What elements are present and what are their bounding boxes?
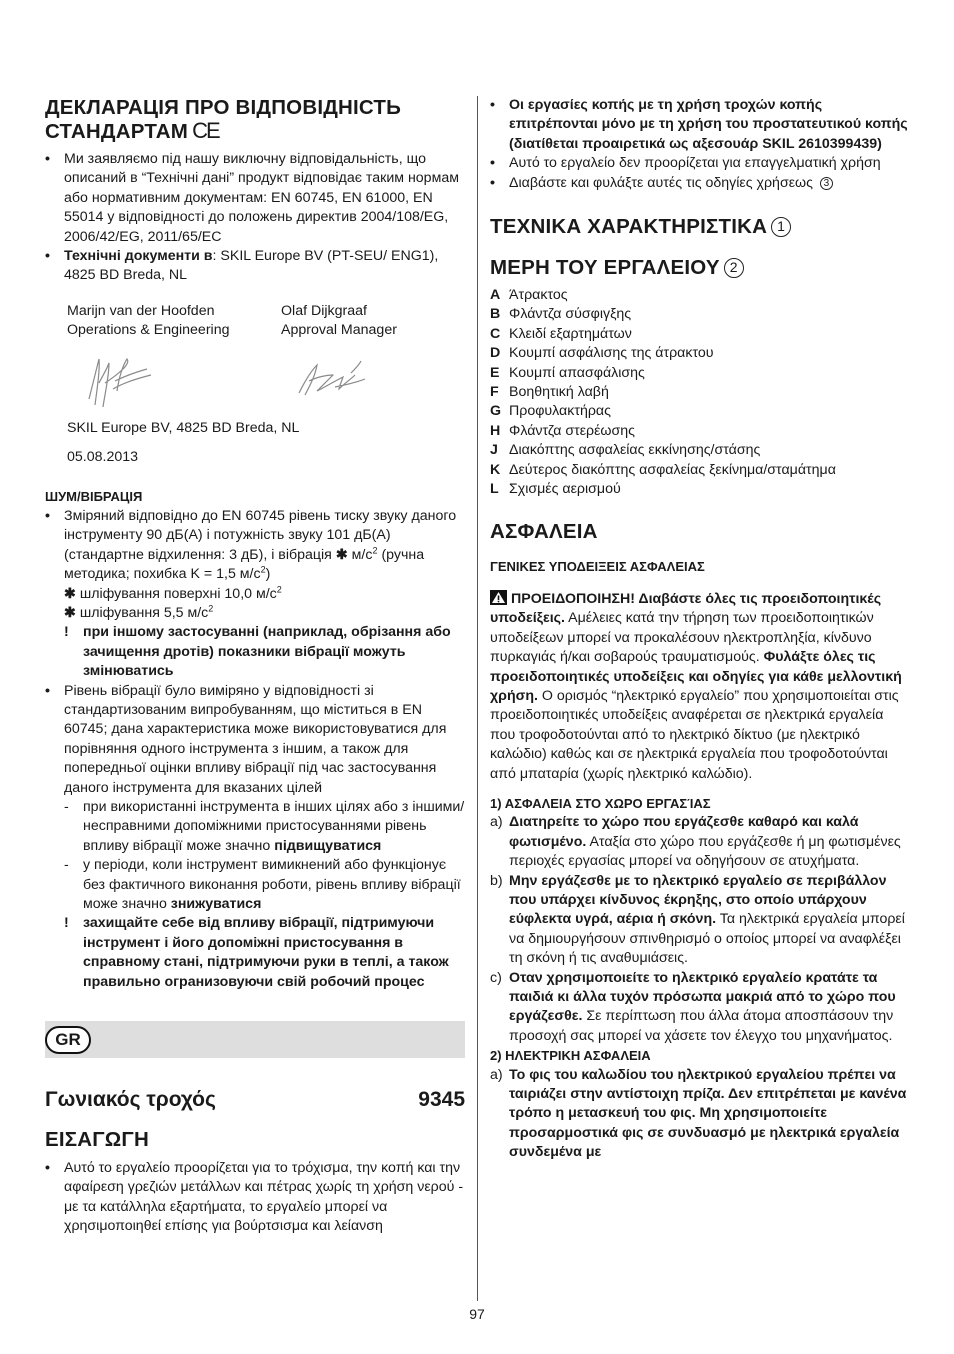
product-header: [45, 1088, 465, 1112]
figure-ref-badge: 2: [724, 258, 744, 278]
part-label: Φλάντζα στερέωσης: [509, 422, 635, 439]
part-key: F: [490, 384, 499, 401]
language-band: [45, 1021, 465, 1058]
part-label: Σχισμές αερισμού: [509, 481, 621, 498]
part-key: E: [490, 364, 500, 381]
part-label: Φλάντζα σύσφιγξης: [509, 306, 632, 323]
part-item: [490, 344, 910, 363]
part-label: Προφυλακτήρας: [509, 403, 611, 420]
work-area-item-a: a) Διατηρείτε το χώρο που εργάζεσθε καθαρό και καλά φωτισμένο. Αταξία στο χώρο που εργάζεσθε ή μη φωτισμένες περιοχές εργασίας μπορεί να οδηγήσουν σε ατυχήματα.: [490, 814, 901, 870]
vibration-grinding: ✱ шліфування 5,5 $м/с^2$: [64, 603, 214, 621]
part-label: Κουμπί απασφάλισης: [509, 364, 645, 381]
product-number: 9345: [418, 1088, 465, 1112]
intro-bullet-1: • Αυτό το εργαλείο προορίζεται για το τρόχισμα, την κοπή και την αφαίρεση γρεζιών μετάλλων και πέτρας χωρίς τη χρήση νερού - με τα κατάλληλα εξαρτήματα, το εργαλείο μπορεί να χρησιμοποιηθεί επίσης για βούρτσισμα και λείανση: [45, 1160, 464, 1235]
electrical-safety-heading: 2) ΗΛΕΚΤΡΙΚΗ ΑΣΦΑΛΕΙΑ: [490, 1048, 651, 1064]
intro-bullet-4: • Διαβάστε και φυλάξτε αυτές τις οδηγίες χρήσεως 3: [490, 174, 910, 193]
part-item: [490, 305, 910, 324]
signatories: [45, 302, 465, 341]
signer1-name: Marijn van der Hoofden: [67, 302, 215, 319]
part-label: Κλειδί εξαρτημάτων: [509, 325, 632, 342]
part-item: [490, 461, 910, 480]
part-label: Άτρακτος: [509, 287, 568, 304]
signer2-title: Approval Manager: [281, 322, 397, 339]
vibration-surface: ✱ шліфування поверхні 10,0 $м/с^2$: [64, 583, 282, 602]
product-name: Γωνιακός τροχός: [45, 1088, 216, 1112]
part-key: C: [490, 325, 501, 342]
part-key: B: [490, 306, 501, 323]
tech-docs-bullet: • Технічні документи в: SKIL Europe BV (PT-SEU/ ENG1), 4825 BD Breda, NL: [45, 248, 439, 284]
part-item: [490, 383, 910, 402]
general-safety-heading: ΓΕΝΙΚΕΣ ΥΠΟΔΕΙΞΕΙΣ ΑΣΦΑΛΕΙΑΣ: [490, 558, 705, 574]
part-key: D: [490, 345, 501, 362]
vibration-dash-1: - при використанні інструмента в інших цілях або з іншими/несправними допоміжними пристосуваннями рівень впливу вібрації може значно підвищуватися: [64, 798, 465, 854]
part-item: [490, 422, 910, 441]
noise-bullet-2: • Рівень вібрації було виміряно у відповідності зі стандартизованим випробуванням, що міститься в EN 60745; дана характеристика може використовуватися для порівняння одного інструмента з іншим, а також для попередньої оцінки впливу вібрації під час застосування даного інструмента для вказаних цілей: [45, 682, 447, 796]
part-item: [490, 364, 910, 383]
column-divider: [477, 96, 478, 1301]
signature-1-icon: [83, 353, 155, 411]
work-area-item-b: b) Μην εργάζεσθε με το ηλεκτρικό εργαλείο σε περιβάλλον που υπάρχει κίνδυνος έκρηξης, στο οποίο υπάρχουν εύφλεκτα υγρά, αέρια ή σκόνη. Τα ηλεκτρικά εργαλεία μπορεί να δημιουργήσουν σπινθηρισμό ο οποίος μπορεί να αναφλέξει τη σκόνη ή τις αναθυμιάσεις.: [490, 872, 905, 967]
general-warning: ΠΡΟΕΙΔΟΠΟΙΗΣΗ! Διαβάστε όλες τις προειδοποιητικές υποδείξεις. Αμέλειες κατά την τήρηση των προειδοποιητικών υποδείξεων μπορεί να προκαλέσουν ηλεκτροπληξία, κίνδυνο πυρκαγιάς ή/και σοβαρούς τραυματισμούς. Φυλάξτε όλες τις προειδοποιητικές υποδείξεις και οδηγίες για κάθε μελλοντική χρήση. Ο ορισμός “ηλεκτρικό εργαλείο” που χρησιμοποιείται στις προειδοποιητικές υποδείξεις αναφέρεται σε ηλεκτρικά εργαλεία που τροφοδοτούνται από το ηλεκτρικό δίκτυο (με ηλεκτρικό καλώδιο) καθώς και σε ηλεκτρικά εργαλεία που τροφοδοτούνται από μπαταρία (χωρίς ηλεκτρικό καλώδιο).: [490, 590, 902, 782]
part-key: A: [490, 287, 501, 304]
part-key: K: [490, 461, 501, 478]
company-address: SKIL Europe BV, 4825 BD Breda, NL: [67, 419, 300, 436]
part-key: H: [490, 422, 501, 439]
part-key: J: [490, 442, 498, 459]
warning-triangle-icon: [490, 590, 507, 605]
figure-ref-badge: 3: [820, 177, 833, 190]
part-item: [490, 402, 910, 421]
declaration-bullet: • Ми заявляємо під нашу виключну відповідальність, що описаний в “Технічні дані” продукт відповідає таким нормам або нормативним документам: EN 60745, EN 61000, EN 55014 у відповідності до положень директив 2004/108/EG, 2006/42/EG, 2011/65/EC: [45, 151, 459, 245]
parts-title: ΜΕΡΗ ΤΟΥ ΕΡΓΑΛΕΙΟΥ 2: [490, 256, 910, 279]
language-badge: GR: [45, 1026, 91, 1054]
part-item: [490, 480, 910, 499]
intro-title: ΕΙΣΑΓΩΓΗ: [45, 1128, 149, 1152]
signature-2-icon: [295, 357, 369, 401]
signer2-name: Olaf Dijkgraaf: [281, 302, 367, 319]
ce-mark-icon: CE: [192, 118, 219, 143]
noise-bullet-1: • Зміряний відповідно до EN 60745 рівень тиску звуку даного інструменту 90 дБ(А) і потужність звуку 101 дБ(А) (стандартне відхилення: 3 дБ), і вібрація ✱ $м/с^2$ (ручна методика; похибка K = 1,5 $м/с^2$): [45, 507, 457, 583]
tech-title: ΤΕΧΝΙΚΑ ΧΑΡΑΚΤΗΡΙΣΤΙΚΑ 1: [490, 215, 910, 238]
work-area-item-c: c) Οταν χρησιμοποιείτε το ηλεκτρικό εργαλείο κρατάτε τα παιδιά κι άλλα τυχόν πρόσωπα μακριά από το χώρο που εργάζεσθε. Σε περίπτωση που άλλα άτομα αποσπάσουν την προσοχή σας μπορεί να χάσετε τον έλεγχο του μηχανήματος.: [490, 969, 896, 1044]
part-key: G: [490, 403, 502, 420]
intro-bullet-2: • Οι εργασίες κοπής με τη χρήση τροχών κοπής επιτρέπονται μόνο με τη χρήση του προστατευτικού κοπής (διατίθεται προαιρετικά ως αξεσουάρ SKIL 2610399439): [490, 97, 908, 152]
part-item: [490, 286, 910, 305]
signatures: [45, 341, 465, 419]
declaration-date: 05.08.2013: [67, 449, 139, 466]
vibration-dash-2: - у періоди, коли інструмент вимикнений або функціонує без фактичного виконання роботи, рівень впливу вібрації може значно знижуватися: [64, 857, 461, 912]
signer1-title: Operations & Engineering: [67, 322, 230, 339]
part-label: Βοηθητική λαβή: [509, 384, 609, 401]
part-key: L: [490, 481, 499, 498]
left-column: [45, 96, 465, 1237]
protect-warning: ! захищайте себе від впливу вібрації, підтримуючи інструмент і його допоміжні пристосування в справному стані, підтримуючи руки в теплі, а також правильно огранизовуючи свій робочий процес: [64, 915, 449, 990]
part-item: [490, 325, 910, 344]
part-label: Διακόπτης ασφαλείας εκκίνησης/στάσης: [509, 442, 761, 459]
part-label: Δεύτερος διακόπτης ασφαλείας ξεκίνημα/σταμάτημα: [509, 461, 836, 478]
page-number: 97: [469, 1306, 485, 1322]
vibration-warning: ! при іншому застосуванні (наприклад, обрізання або зачищення дротів) показники вібрації можуть змінюватись: [64, 624, 451, 680]
work-area-heading: 1) ΑΣΦΑΛΕΙΑ ΣΤΟ ΧΩΡΟ ΕΡΓΑΣΊΑΣ: [490, 795, 711, 811]
safety-title: ΑΣΦΑΛΕΙΑ: [490, 519, 598, 543]
right-column: [490, 96, 910, 1163]
noise-heading: ШУМ/ВІБРАЦІЯ: [45, 489, 143, 505]
declaration-title: ДЕКЛАРАЦІЯ ПРО ВІДПОВІДНІСТЬ СТАНДАРТАМ CE: [45, 96, 402, 143]
intro-bullet-3: • Αυτό το εργαλείο δεν προορίζεται για επαγγελματική χρήση: [490, 155, 881, 172]
electrical-item-a: a) Το φις του καλωδίου του ηλεκτρικού εργαλείου πρέπει να ταιριάζει στην αντίστοιχη πρίζα. Δεν επιτρέπεται με κανένα τρόπο η μετασκευή του φις. Μη χρησιμοποιείτε προσαρμοστικά φις σε συνδυασμό με ηλεκτρικά εργαλεία συνδεμένα με: [490, 1066, 907, 1161]
parts-list: [490, 286, 910, 499]
part-label: Κουμπί ασφάλισης της άτρακτου: [509, 345, 714, 362]
figure-ref-badge: 1: [771, 217, 791, 237]
part-item: [490, 441, 910, 460]
